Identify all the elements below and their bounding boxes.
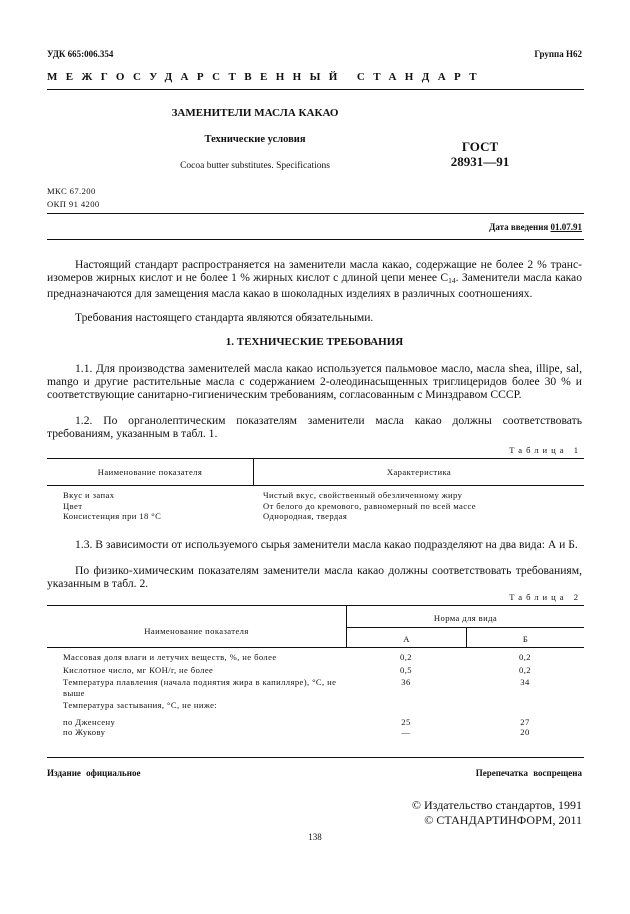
table-1-cell-name: Вкус и запах — [63, 490, 115, 500]
table-row — [47, 727, 584, 738]
table-2-cell-a: 0,5 — [400, 664, 412, 675]
section-heading: 1. ТЕХНИЧЕСКИЕ ТРЕБОВАНИЯ — [225, 336, 404, 348]
table-2-header-a: А — [403, 634, 410, 644]
table-row — [47, 698, 584, 711]
gost-number: 28931—91 — [450, 154, 510, 169]
table-1-cell-name: Консистенция при 18 °С — [63, 511, 162, 521]
document-subtitle: Технические условия — [204, 134, 306, 145]
gost-label: ГОСТ — [461, 139, 499, 154]
table-2-cell-b: 20 — [520, 727, 530, 737]
document-title: ЗАМЕНИТЕЛИ МАСЛА КАКАО — [171, 107, 339, 119]
table-2-cell-b: 27 — [520, 716, 530, 727]
table-2-header-name: Наименование показателя — [144, 626, 249, 636]
table-2-cell-name: Кислотное число, мг КОН/г, не более — [63, 664, 214, 675]
mks-code: МКС 67.200 — [47, 186, 96, 196]
codes-rule — [47, 213, 584, 214]
page-number: 138 — [308, 832, 322, 842]
paragraph-1-3-b: По физико-химическим показателям заменители масла какао должны соответствовать требованиям, указанным в табл. 2. — [47, 564, 582, 590]
table-2-cell-b: 0,2 — [519, 652, 531, 662]
table-1-header-name: Наименование показателя — [97, 467, 203, 477]
paragraph-1-1: 1.1. Для производства заменителей масла какао используется пальмовое масло, масла shea, illipe, sal, mango и другие растительные масла с содержанием 2-олеодинасыщенных триглицеридов более 30 % и соответствующие санитарно-гигиеническим требованиям, согласованным с Минздравом СССР. — [47, 362, 582, 401]
paragraph-1-2: 1.2. По органолептическим показателям заменители масла какао должны соответствовать требованиям, указанным в табл. 1. — [47, 414, 582, 440]
table-2-cell-a — [346, 698, 466, 711]
introduction-date-label: Дата введения — [489, 222, 549, 232]
table-2-cell-b — [466, 698, 584, 711]
footer-rule — [47, 757, 584, 758]
table-1-cell-value: Чистый вкус, свойственный обезличенному жиру — [263, 490, 463, 500]
table-2-cell-name: Температура застывания, °С, не ниже: — [63, 700, 218, 710]
table-row — [47, 663, 584, 676]
table-1-cell-name: Цвет — [63, 500, 83, 511]
header-rule — [47, 89, 584, 90]
table-1-cell-value: Однородная, твердая — [263, 511, 348, 521]
english-title: Cocoa butter substitutes. Specifications — [180, 161, 330, 171]
table-2-header-b: Б — [522, 634, 529, 644]
date-rule — [47, 239, 584, 240]
table-1-top-rule — [47, 458, 584, 459]
table-2-cell-name: Массовая доля влаги и летучих веществ, %, не более — [63, 652, 277, 662]
table-row — [47, 652, 584, 663]
introduction-date — [489, 222, 582, 232]
table-2-header-norm: Норма для вида — [433, 613, 498, 623]
table-1-row — [63, 490, 161, 522]
table-2-header-rule — [47, 647, 584, 648]
group-code: Группа Н62 — [534, 49, 582, 59]
table-2-cell-a: 0,2 — [400, 652, 412, 662]
table-2-cell-a: 36 — [401, 677, 411, 687]
table-2-cell-a: — — [401, 727, 411, 737]
table-2-cell-name: Температура плавления (начала поднятия жира в капилляре), °С, не выше — [63, 677, 337, 698]
intro-paragraph: Настоящий стандарт распространяется на заменители масла какао, содержащие не более 2 % транс-изомеров жирных кислот и не более 1 % жирных кислот с длиной цепи менее $С_{14}$. Заменители масла какао предназначаются для замещения масла какао в шоколадных изделиях в различных соотношениях. — [47, 258, 582, 300]
table-2-caption: Таблица 2 — [509, 592, 582, 602]
table-1-caption: Таблица 1 — [509, 445, 582, 455]
table-2-cell-name: по Дженсену — [63, 716, 116, 727]
copyright-publisher: © Издательство стандартов, 1991 — [411, 798, 582, 812]
reprint-prohibited: Перепечатка воспрещена — [475, 768, 582, 778]
table-row — [47, 711, 584, 728]
table-2-cell-b: 34 — [520, 677, 530, 687]
table-2-cell-name: по Жукову — [63, 727, 106, 737]
table-1-row — [263, 490, 476, 522]
introduction-date-value: 01.07.91 — [550, 222, 582, 232]
table-row — [47, 675, 584, 698]
table-1-header-characteristic: Характеристика — [386, 467, 452, 477]
official-edition: Издание официальное — [47, 768, 141, 778]
mandatory-note: Требования настоящего стандарта являются обязательными. — [75, 311, 374, 324]
copyright-standartinform: © СТАНДАРТИНФОРМ, 2011 — [424, 813, 582, 827]
table-2-body — [47, 652, 584, 738]
interstate-standard-heading: МЕЖГОСУДАРСТВЕННЫЙ СТАНДАРТ — [47, 71, 486, 83]
table-1-header-rule — [47, 485, 584, 486]
table-2-top-rule — [47, 605, 584, 606]
udk-code: УДК 665:006.354 — [47, 49, 114, 59]
paragraph-1-3: 1.3. В зависимости от используемого сырья заменители масла какао подразделяют на два вида: А и Б. — [75, 538, 578, 551]
table-2-cell-a: 25 — [401, 716, 411, 727]
table-1-cell-value: От белого до кремового, равномерный по всей массе — [263, 500, 477, 511]
table-2-cell-b: 0,2 — [519, 664, 531, 675]
table-2-norm-rule — [347, 627, 584, 628]
okp-code: ОКП 91 4200 — [47, 199, 100, 209]
